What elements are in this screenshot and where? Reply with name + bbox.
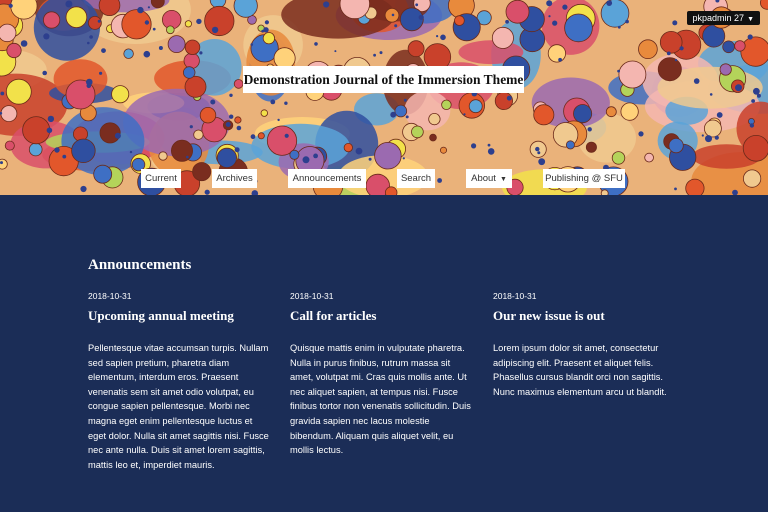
announcement-summary: Quisque mattis enim in vulputate pharetra. Nulla in purus finibus, rutrum massa sit amet, volutpat mi. Cras quis mollis ante. Ut nec aliquet sapien, at tempus nisi. Fusce finibus tortor non venenatis sollicitudin. Duis gravida sapien nec lacus molestie bibendum. Aliquam quis aliquet velit, eu mollis lectus.: [290, 343, 471, 456]
main-content: [0, 195, 768, 512]
nav-item-label: Announcements: [292, 173, 362, 184]
header-banner: [0, 0, 768, 195]
page-title: Announcements: [88, 257, 192, 273]
announcement-summary: Pellentesque vitae accumsan turpis. Nullam sed sapien pretium, pharetra diam elementum, interdum eros. Praesent venenatis sem sit amet odio volutpat, eu congue sapien pellentesque. Morbi nec magna eget enim pellentesque luctus et eget dolor. Nulla sit amet sagittis nisi. Fusce nec ante nulla. Duis sit amet lorem sagittis, mattis leo et, imperdiet mauris.: [88, 343, 269, 470]
nav-item-label: Archives: [216, 173, 253, 184]
announcement-date: 2018-10-31: [493, 291, 537, 301]
announcement-item: [290, 291, 472, 458]
nav-item-label: Publishing @ SFU: [545, 173, 623, 184]
announcement-item: [88, 291, 270, 472]
announcement-title-link[interactable]: Upcoming annual meeting: [88, 308, 234, 323]
announcement-item: [493, 291, 675, 399]
user-menu-label: pkpadmin 27: [692, 13, 745, 23]
user-menu-button[interactable]: [687, 11, 760, 25]
announcement-date: 2018-10-31: [88, 291, 132, 301]
primary-nav: [0, 169, 768, 189]
announcement-title-link[interactable]: Call for articles: [290, 308, 377, 323]
header-background-image: [0, 0, 768, 195]
nav-item-publishing-sfu[interactable]: [543, 169, 625, 188]
nav-item-announcements[interactable]: [288, 169, 366, 188]
announcement-title-link[interactable]: Our new issue is out: [493, 308, 605, 323]
nav-item-label: Current: [145, 173, 177, 184]
nav-item-about[interactable]: [466, 169, 512, 188]
nav-item-label: Search: [400, 173, 432, 184]
caret-down-icon: ▼: [747, 16, 754, 23]
nav-item-archives[interactable]: [212, 169, 257, 188]
announcement-date: 2018-10-31: [290, 291, 334, 301]
site-title[interactable]: Demonstration Journal of the Immersion Theme: [243, 66, 524, 93]
caret-down-icon: ▼: [499, 176, 507, 183]
nav-item-search[interactable]: [397, 169, 435, 188]
announcement-summary: Lorem ipsum dolor sit amet, consectetur adipiscing elit. Praesent et aliquet felis. Phasellus cursus blandit orci non sagittis. Nunc maximus elementum arcu ut blandit.: [493, 343, 667, 397]
nav-item-current[interactable]: [141, 169, 181, 188]
nav-item-label: About: [471, 173, 496, 184]
